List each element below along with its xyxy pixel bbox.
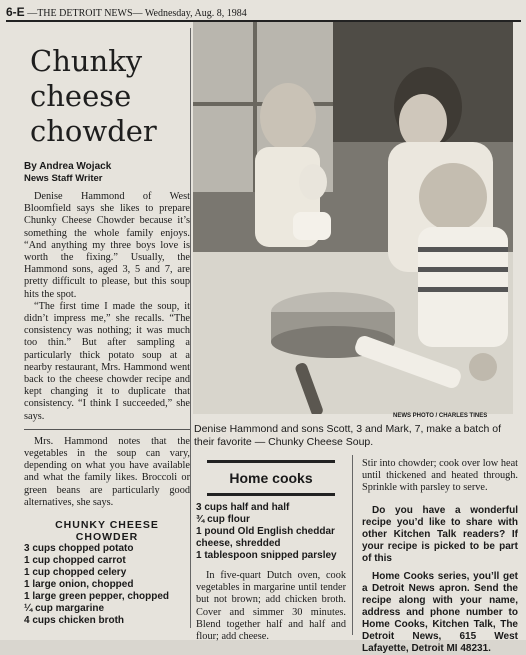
story-column (24, 36, 190, 627)
story-paragraph: Mrs. Hammond notes that the vegetables in the soup can vary, depending on what you have available and what the family likes. Broccoli or green beans are particularly good alternatives, she says. (24, 435, 190, 508)
recipe-right-column (362, 458, 518, 655)
directions-continued: Stir into chowder; cook over low heat until thickened and heated through. Sprinkle with parsley to serve. (362, 458, 518, 494)
ingredient: 1 cup chopped carrot (24, 555, 126, 567)
photo-credit: NEWS PHOTO / CHARLES TINES (393, 413, 488, 419)
series-info: Home Cooks series, you’ll get a Detroit News apron. Send the recipe along with your name, address and phone number to Home Cooks, Kitchen Talk, The Detroit News, 615 West Lafayette, Detroit MI 48231. (362, 570, 518, 654)
staff-title: News Staff Writer (24, 173, 103, 184)
ingredient: 3 cups half and half (196, 502, 290, 513)
ingredient: 1 large onion, chopped (24, 579, 134, 591)
recipe-middle-column (196, 502, 346, 643)
column-divider (190, 28, 191, 628)
story-paragraph: “The first time I made the soup, it didn’t impress me,” she recalls. “The consistency was nothing; it was much too thin.” But after sampling a particularly thick potato soup at a nearby restaurant, Mrs. Hammond went back to the cheese chowder recipe and kept changing it to duplicate that consistency. “I think I succeeded,” she says. (24, 300, 190, 422)
section-heading-box (207, 460, 335, 496)
ingredient: ¼ cup margarine (24, 603, 105, 615)
paper-name: —THE DETROIT NEWS— (27, 8, 143, 19)
issue-date: Wednesday, Aug. 8, 1984 (144, 8, 247, 19)
page-number: 6-E (6, 5, 25, 19)
story-paragraph: Denise Hammond of West Bloomfield says she likes to prepare Chunky Cheese Chowder because it’s something the whole family enjoys. “And anything my three boys love is worth the fixing.” Usually, the Hammond sons, aged 3, 5 and 7, are pretty difficult to please, but this soup hits the spot. (24, 191, 190, 300)
masthead (6, 4, 521, 22)
column-divider (352, 455, 353, 635)
news-photo (193, 22, 513, 414)
ingredient: 1 cup chopped celery (24, 567, 127, 579)
ingredient: 1 pound Old English cheddar cheese, shredded (196, 526, 335, 549)
section-heading: Home cooks (229, 470, 313, 486)
byline: By Andrea Wojack (24, 161, 112, 172)
ingredient: 4 cups chicken broth (24, 615, 125, 627)
divider (24, 429, 190, 430)
ingredient: 3 cups chopped potato (24, 543, 134, 555)
ingredient-list (24, 543, 190, 627)
ingredient: 1 large green pepper, chopped (24, 591, 170, 603)
recipe-title: CHUNKY CHEESE CHOWDER (55, 519, 159, 544)
photo-caption: Denise Hammond and sons Scott, 3 and Mark, 7, make a batch of their favorite — Chunky Cheese Soup. (194, 423, 501, 448)
story-body (24, 191, 190, 509)
directions: In five-quart Dutch oven, cook vegetables in margarine until tender but not brown; add chicken broth. Cover and simmer 30 minutes. Blend together half and half and flour; add cheese. (196, 570, 346, 643)
ingredient: 1 tablespoon snipped parsley (196, 550, 337, 561)
callout: Do you have a wonderful recipe you’d like to share with other Kitchen Talk readers? If your recipe is picked to be part of this (362, 504, 518, 564)
kitchen-photo-illustration (193, 22, 513, 414)
ingredient: ¾ cup flour (196, 514, 250, 525)
headline: Chunky cheese chowder (30, 44, 157, 148)
